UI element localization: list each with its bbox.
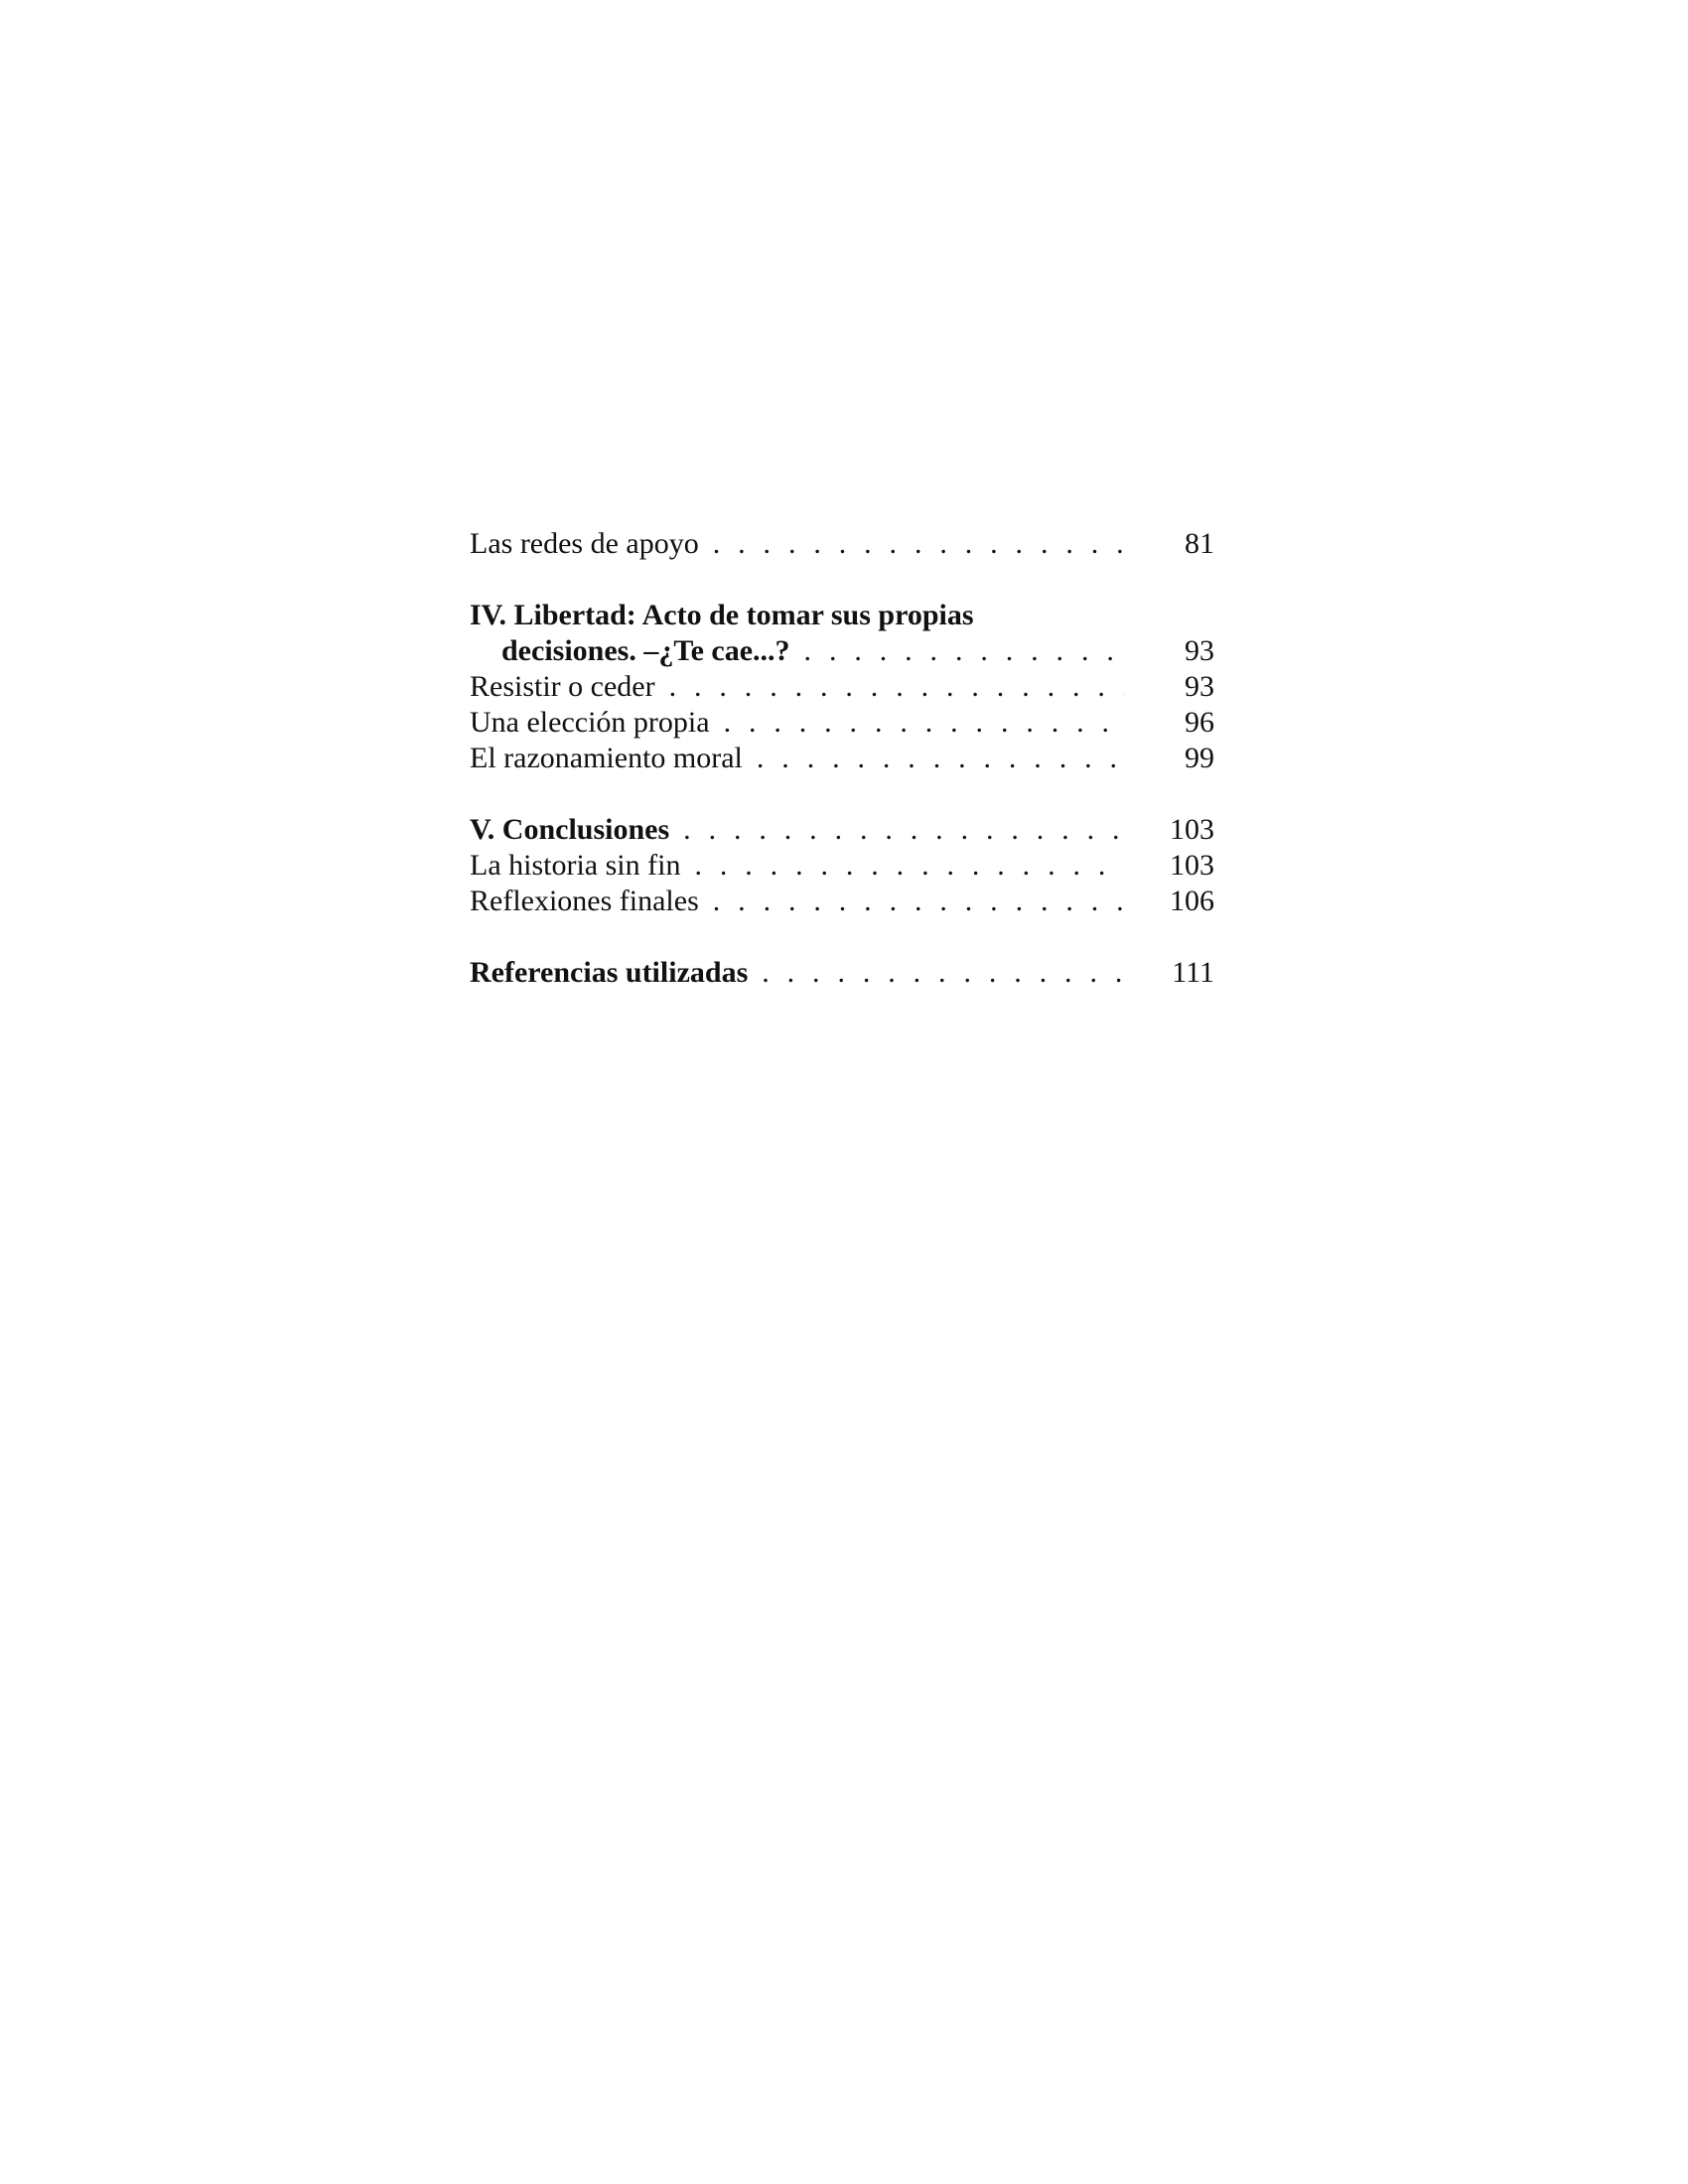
toc-entry-referencias-utilizadas xyxy=(470,955,1214,991)
toc-entry-page: 93 xyxy=(1185,670,1214,703)
toc-entry-page: 111 xyxy=(1172,956,1214,989)
toc-entry-page: 106 xyxy=(1170,885,1214,917)
toc-entry-page: 81 xyxy=(1185,527,1214,560)
dot-leader xyxy=(710,705,1125,741)
toc-entry-una-eleccion-propia xyxy=(470,705,1214,741)
dot-leader xyxy=(748,955,1125,991)
toc-chapter-iv-continuation xyxy=(470,633,1214,669)
toc-entry-page: 96 xyxy=(1185,706,1214,739)
toc-entry-page: 103 xyxy=(1170,849,1214,882)
toc-entry-la-historia-sin-fin xyxy=(470,848,1214,884)
toc-entry-el-razonamiento-moral xyxy=(470,741,1214,776)
toc-entry-las-redes-de-apoyo xyxy=(470,526,1214,562)
toc-entry-title: Reflexiones finales xyxy=(470,885,699,917)
dot-leader xyxy=(655,669,1125,705)
toc-entry-resistir-o-ceder xyxy=(470,669,1214,705)
dot-leader xyxy=(790,633,1125,669)
toc-entry-page: 93 xyxy=(1185,634,1214,667)
toc-entry-title: Resistir o ceder xyxy=(470,670,655,703)
toc-chapter-v-conclusiones xyxy=(470,812,1214,848)
toc-entry-title: Una elección propia xyxy=(470,706,710,739)
toc-entry-title: Las redes de apoyo xyxy=(470,527,699,560)
toc-entry-page: 103 xyxy=(1170,813,1214,846)
toc-entry-title: La historia sin fin xyxy=(470,849,681,882)
dot-leader xyxy=(680,848,1124,884)
toc-entry-title: IV. Libertad: Acto de tomar sus propias xyxy=(470,599,974,631)
toc-entry-title: El razonamiento moral xyxy=(470,742,743,774)
toc-entry-title: decisiones. –¿Te cae...? xyxy=(501,634,790,667)
dot-leader xyxy=(669,812,1124,848)
toc-entry-page: 99 xyxy=(1185,742,1214,774)
table-of-contents xyxy=(470,526,1214,991)
toc-entry-title: V. Conclusiones xyxy=(470,813,670,846)
dot-leader xyxy=(699,526,1125,562)
dot-leader xyxy=(743,741,1125,776)
toc-entry-reflexiones-finales xyxy=(470,884,1214,919)
toc-chapter-iv-heading xyxy=(470,598,1214,633)
toc-entry-title: Referencias utilizadas xyxy=(470,956,749,989)
dot-leader xyxy=(699,884,1124,919)
